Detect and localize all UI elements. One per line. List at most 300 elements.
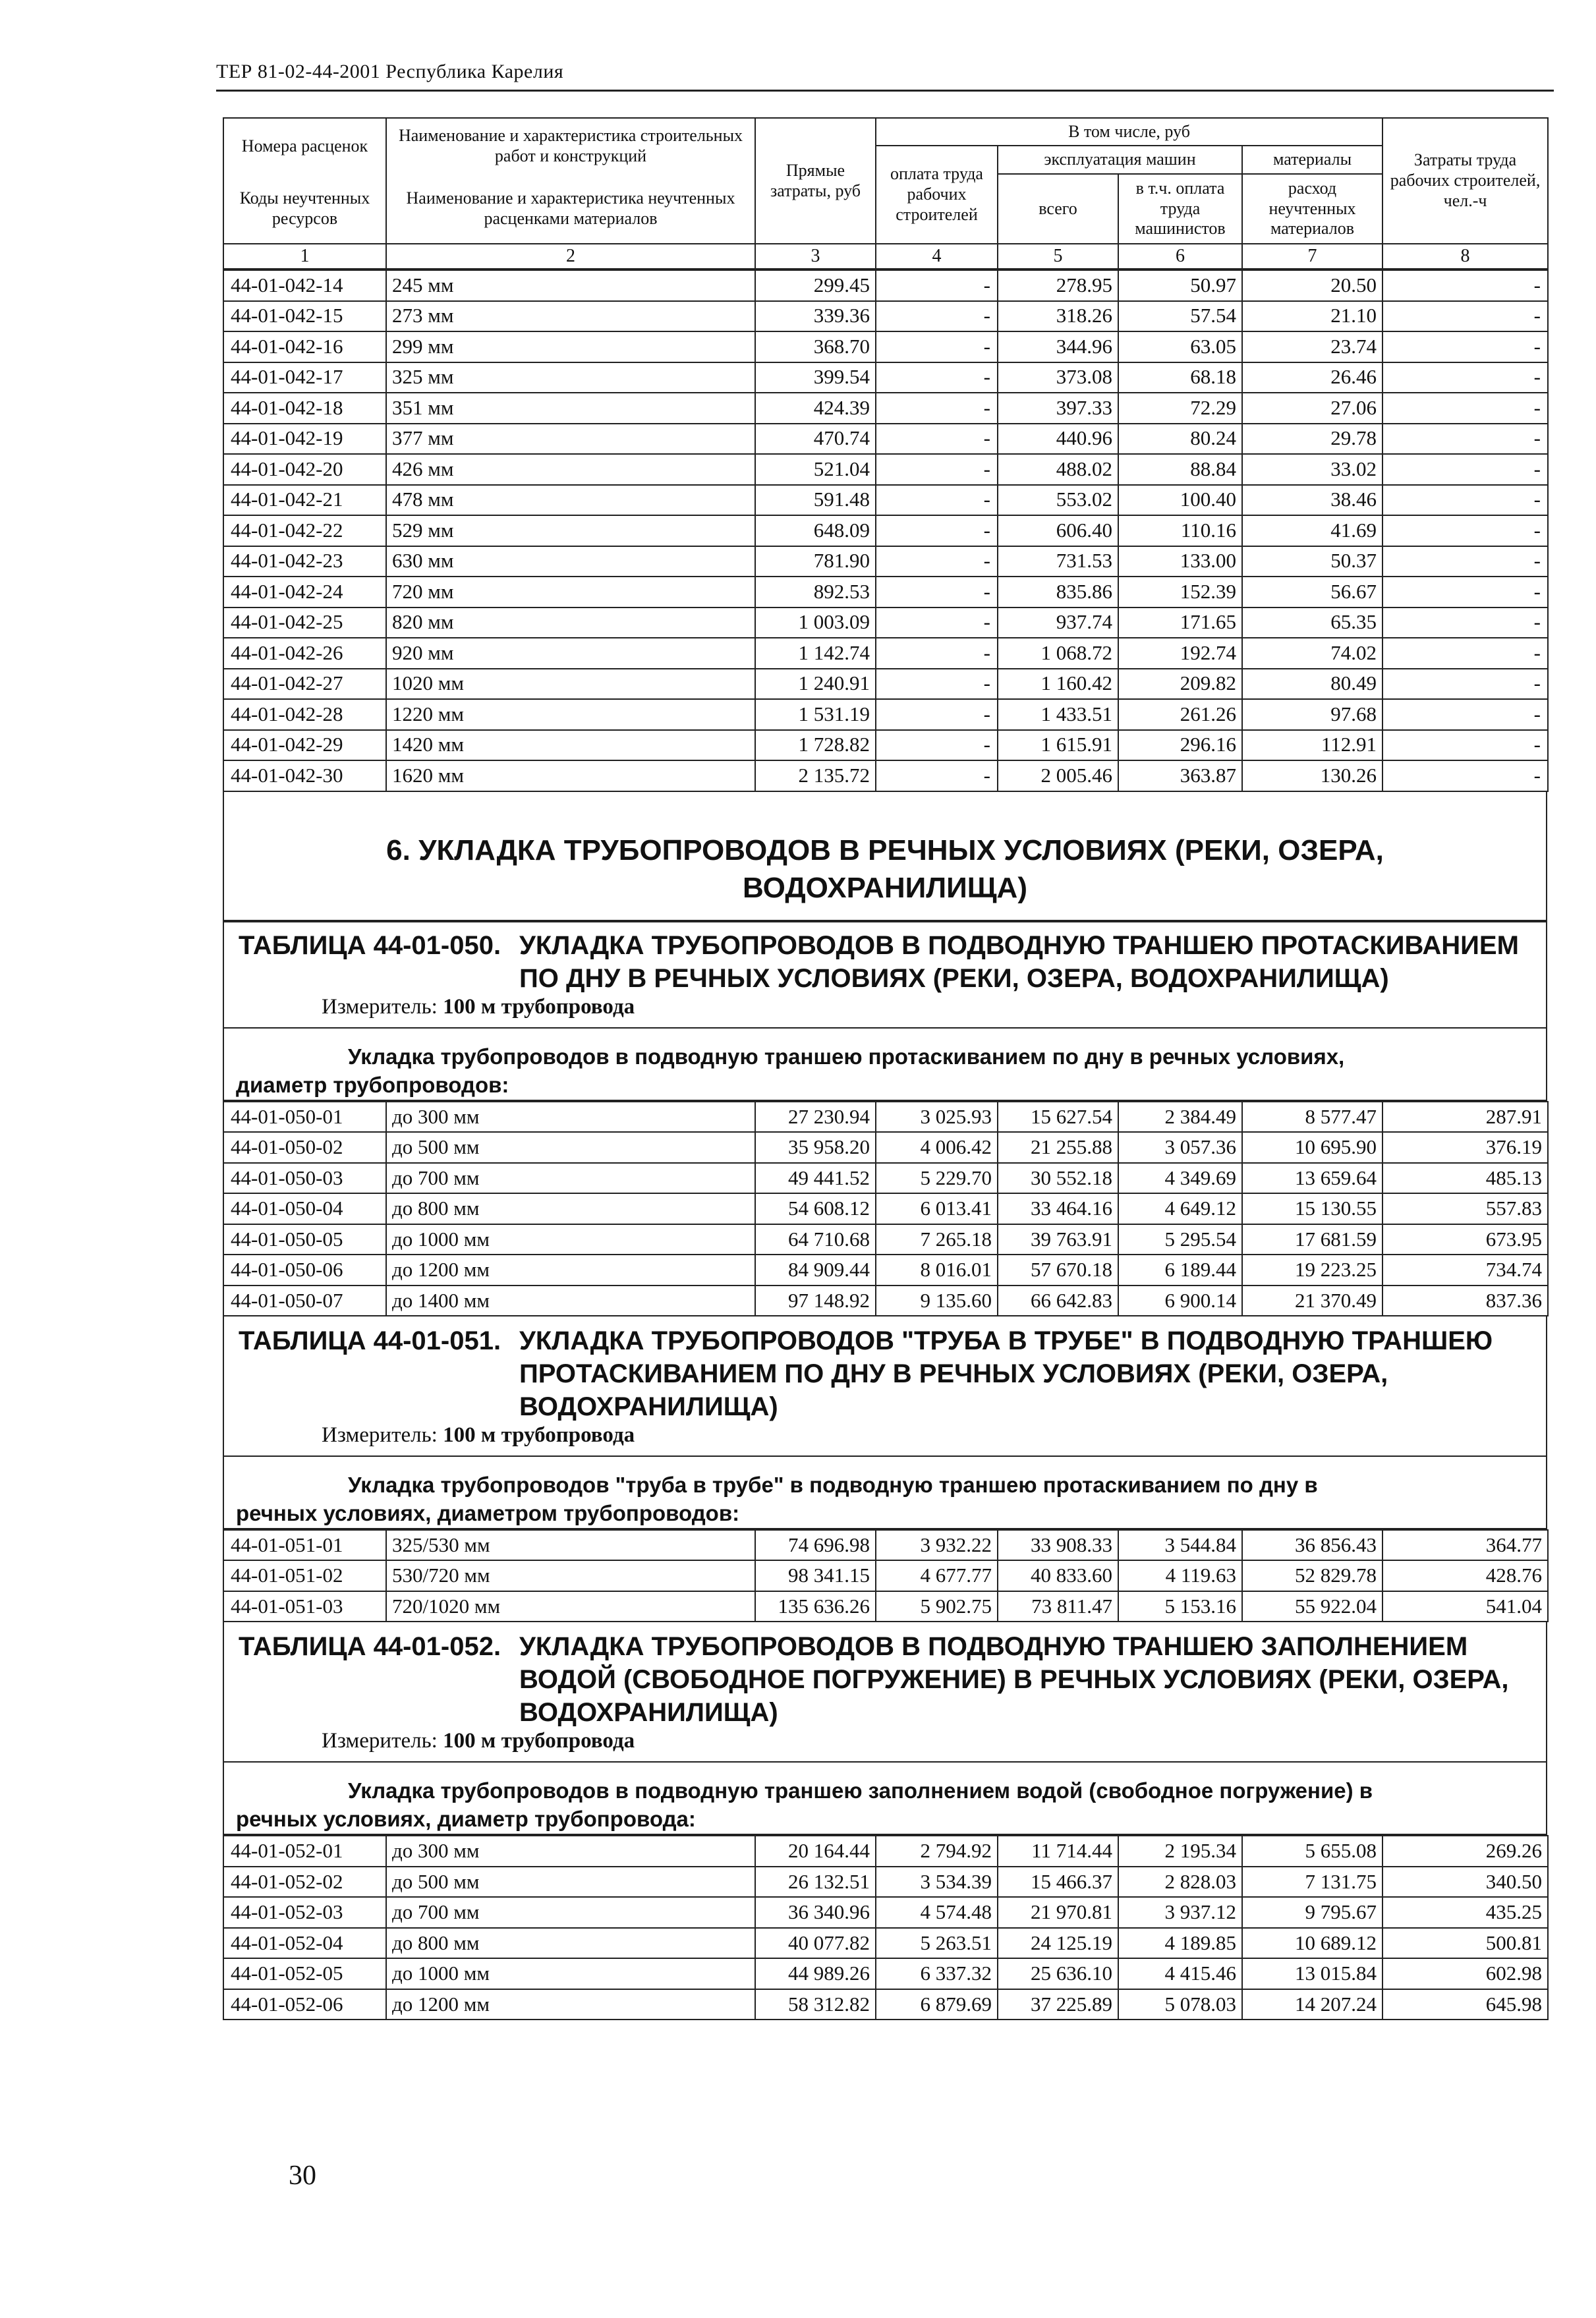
operator-pay: 80.24 bbox=[1118, 424, 1242, 455]
table-row bbox=[223, 1224, 1548, 1255]
work-name: до 800 мм bbox=[386, 1193, 755, 1224]
table-row bbox=[223, 1102, 1548, 1133]
table-row bbox=[223, 577, 1548, 608]
rate-code: 44-01-052-02 bbox=[223, 1867, 386, 1898]
operator-pay: 2 195.34 bbox=[1118, 1836, 1242, 1867]
machine-cost: 1 068.72 bbox=[998, 638, 1118, 669]
work-name: 920 мм bbox=[386, 638, 755, 669]
labor-hours: 428.76 bbox=[1382, 1560, 1548, 1591]
labor-pay: - bbox=[876, 760, 998, 791]
labor-hours: 673.95 bbox=[1382, 1224, 1548, 1255]
col-header-rate-number: Номера расценок bbox=[223, 118, 386, 174]
work-name: до 300 мм bbox=[386, 1102, 755, 1133]
operator-pay: 88.84 bbox=[1118, 454, 1242, 485]
rate-code: 44-01-052-03 bbox=[223, 1897, 386, 1928]
operator-pay: 100.40 bbox=[1118, 485, 1242, 516]
machine-cost: 373.08 bbox=[998, 362, 1118, 393]
table-row bbox=[223, 608, 1548, 638]
table-row bbox=[223, 301, 1548, 332]
direct-cost: 35 958.20 bbox=[755, 1132, 876, 1163]
labor-pay: - bbox=[876, 608, 998, 638]
direct-cost: 781.90 bbox=[755, 546, 876, 577]
labor-hours: - bbox=[1382, 270, 1548, 301]
labor-pay: - bbox=[876, 669, 998, 700]
labor-pay: 4 006.42 bbox=[876, 1132, 998, 1163]
material-cost: 23.74 bbox=[1242, 331, 1382, 362]
table-row bbox=[223, 485, 1548, 516]
operator-pay: 192.74 bbox=[1118, 638, 1242, 669]
labor-hours: - bbox=[1382, 424, 1548, 455]
material-cost: 38.46 bbox=[1242, 485, 1382, 516]
table-row bbox=[223, 424, 1548, 455]
labor-hours: 602.98 bbox=[1382, 1958, 1548, 1989]
direct-cost: 424.39 bbox=[755, 393, 876, 424]
work-name: до 700 мм bbox=[386, 1897, 755, 1928]
rate-code: 44-01-050-07 bbox=[223, 1286, 386, 1316]
column-number-row bbox=[223, 244, 1548, 269]
rate-code: 44-01-051-01 bbox=[223, 1530, 386, 1561]
col-header-machines-total: всего bbox=[998, 174, 1118, 244]
work-name: до 1200 мм bbox=[386, 1255, 755, 1286]
direct-cost: 2 135.72 bbox=[755, 760, 876, 791]
table-row bbox=[223, 1928, 1548, 1959]
work-name: 1020 мм bbox=[386, 669, 755, 700]
table-050-title: УКЛАДКА ТРУБОПРОВОДОВ В ПОДВОДНУЮ ТРАНШЕЮ ПРОТАСКИВАНИЕМ ПО ДНУ В РЕЧНЫХ УСЛОВИЯХ (РЕКИ, ОЗЕРА, ВОДОХРАНИЛИЩА) bbox=[519, 930, 1519, 993]
material-cost: 8 577.47 bbox=[1242, 1102, 1382, 1133]
work-name: 720/1020 мм bbox=[386, 1591, 755, 1622]
rate-code: 44-01-042-26 bbox=[223, 638, 386, 669]
direct-cost: 98 341.15 bbox=[755, 1560, 876, 1591]
col-header-direct-costs: Прямые затраты, руб bbox=[755, 118, 876, 244]
operator-pay: 3 544.84 bbox=[1118, 1530, 1242, 1561]
direct-cost: 64 710.68 bbox=[755, 1224, 876, 1255]
section-block bbox=[223, 792, 1547, 921]
operator-pay: 6 900.14 bbox=[1118, 1286, 1242, 1316]
operator-pay: 50.97 bbox=[1118, 270, 1242, 301]
labor-hours: 485.13 bbox=[1382, 1163, 1548, 1194]
col-header-material-name: Наименование и характеристика неучтенных расценками материалов bbox=[386, 174, 755, 244]
machine-cost: 1 615.91 bbox=[998, 730, 1118, 761]
table-050-heading bbox=[223, 921, 1547, 1101]
work-name: 1220 мм bbox=[386, 699, 755, 730]
operator-pay: 5 295.54 bbox=[1118, 1224, 1242, 1255]
col-header-labor-hours: Затраты труда рабочих строителей, чел.-ч bbox=[1382, 118, 1548, 244]
operator-pay: 363.87 bbox=[1118, 760, 1242, 791]
rate-code: 44-01-042-23 bbox=[223, 546, 386, 577]
table-row bbox=[223, 454, 1548, 485]
rate-code: 44-01-042-27 bbox=[223, 669, 386, 700]
labor-hours: - bbox=[1382, 638, 1548, 669]
col-header-labor-pay: оплата труда рабочих строителей bbox=[876, 146, 998, 244]
table-44-01-051 bbox=[223, 1529, 1549, 1623]
operator-pay: 209.82 bbox=[1118, 669, 1242, 700]
table-row bbox=[223, 1836, 1548, 1867]
column-number: 7 bbox=[1242, 244, 1382, 269]
operator-pay: 133.00 bbox=[1118, 546, 1242, 577]
table-row bbox=[223, 331, 1548, 362]
machine-cost: 937.74 bbox=[998, 608, 1118, 638]
labor-pay: - bbox=[876, 424, 998, 455]
labor-pay: 2 794.92 bbox=[876, 1836, 998, 1867]
table-row bbox=[223, 393, 1548, 424]
table-row bbox=[223, 669, 1548, 700]
operator-pay: 152.39 bbox=[1118, 577, 1242, 608]
operator-pay: 5 078.03 bbox=[1118, 1989, 1242, 2020]
labor-hours: - bbox=[1382, 669, 1548, 700]
labor-hours: - bbox=[1382, 301, 1548, 332]
machine-cost: 344.96 bbox=[998, 331, 1118, 362]
direct-cost: 26 132.51 bbox=[755, 1867, 876, 1898]
table-row bbox=[223, 270, 1548, 301]
material-cost: 56.67 bbox=[1242, 577, 1382, 608]
table-051-description bbox=[224, 1456, 1546, 1528]
direct-cost: 97 148.92 bbox=[755, 1286, 876, 1316]
work-name: 245 мм bbox=[386, 270, 755, 301]
material-cost: 55 922.04 bbox=[1242, 1591, 1382, 1622]
material-cost: 13 659.64 bbox=[1242, 1163, 1382, 1194]
work-name: 351 мм bbox=[386, 393, 755, 424]
work-name: 325/530 мм bbox=[386, 1530, 755, 1561]
work-name: 530/720 мм bbox=[386, 1560, 755, 1591]
table-052-measure bbox=[224, 1729, 1546, 1753]
labor-pay: 7 265.18 bbox=[876, 1224, 998, 1255]
labor-hours: - bbox=[1382, 362, 1548, 393]
rate-code: 44-01-042-17 bbox=[223, 362, 386, 393]
work-name: до 1000 мм bbox=[386, 1224, 755, 1255]
labor-hours: 364.77 bbox=[1382, 1530, 1548, 1561]
machine-cost: 30 552.18 bbox=[998, 1163, 1118, 1194]
table-052-desc-line1: Укладка трубопроводов в подводную траншею заполнением водой (свободное погружение) в bbox=[348, 1778, 1373, 1803]
table-050-description bbox=[224, 1027, 1546, 1100]
rate-code: 44-01-042-16 bbox=[223, 331, 386, 362]
material-cost: 50.37 bbox=[1242, 546, 1382, 577]
labor-pay: - bbox=[876, 393, 998, 424]
direct-cost: 49 441.52 bbox=[755, 1163, 876, 1194]
table-row bbox=[223, 760, 1548, 791]
material-cost: 17 681.59 bbox=[1242, 1224, 1382, 1255]
labor-pay: 3 534.39 bbox=[876, 1867, 998, 1898]
column-number: 2 bbox=[386, 244, 755, 269]
direct-cost: 27 230.94 bbox=[755, 1102, 876, 1133]
machine-cost: 66 642.83 bbox=[998, 1286, 1118, 1316]
labor-hours: - bbox=[1382, 608, 1548, 638]
direct-cost: 339.36 bbox=[755, 301, 876, 332]
col-header-including: В том числе, руб bbox=[876, 118, 1382, 146]
direct-cost: 368.70 bbox=[755, 331, 876, 362]
labor-pay: 9 135.60 bbox=[876, 1286, 998, 1316]
work-name: до 1400 мм bbox=[386, 1286, 755, 1316]
labor-hours: 500.81 bbox=[1382, 1928, 1548, 1959]
table-row bbox=[223, 546, 1548, 577]
direct-cost: 54 608.12 bbox=[755, 1193, 876, 1224]
direct-cost: 892.53 bbox=[755, 577, 876, 608]
labor-hours: 269.26 bbox=[1382, 1836, 1548, 1867]
measure-label: Измеритель: bbox=[322, 1729, 438, 1753]
operator-pay: 4 415.46 bbox=[1118, 1958, 1242, 1989]
table-row bbox=[223, 1286, 1548, 1316]
table-052-title: УКЛАДКА ТРУБОПРОВОДОВ В ПОДВОДНУЮ ТРАНШЕЮ ЗАПОЛНЕНИЕМ ВОДОЙ (СВОБОДНОЕ ПОГРУЖЕНИЕ) В РЕЧНЫХ УСЛОВИЯХ (РЕКИ, ОЗЕРА, ВОДОХРАНИЛИЩА) bbox=[519, 1632, 1509, 1728]
material-cost: 52 829.78 bbox=[1242, 1560, 1382, 1591]
direct-cost: 84 909.44 bbox=[755, 1255, 876, 1286]
work-name: до 500 мм bbox=[386, 1867, 755, 1898]
labor-pay: 4 574.48 bbox=[876, 1897, 998, 1928]
labor-pay: - bbox=[876, 454, 998, 485]
machine-cost: 397.33 bbox=[998, 393, 1118, 424]
work-name: до 1200 мм bbox=[386, 1989, 755, 2020]
direct-cost: 1 240.91 bbox=[755, 669, 876, 700]
operator-pay: 4 119.63 bbox=[1118, 1560, 1242, 1591]
rate-code: 44-01-051-02 bbox=[223, 1560, 386, 1591]
rate-code: 44-01-052-06 bbox=[223, 1989, 386, 2020]
operator-pay: 4 649.12 bbox=[1118, 1193, 1242, 1224]
table-row bbox=[223, 638, 1548, 669]
table-row bbox=[223, 699, 1548, 730]
work-name: 377 мм bbox=[386, 424, 755, 455]
material-cost: 41.69 bbox=[1242, 515, 1382, 546]
direct-cost: 20 164.44 bbox=[755, 1836, 876, 1867]
rate-code: 44-01-042-24 bbox=[223, 577, 386, 608]
table-row bbox=[223, 1989, 1548, 2020]
machine-cost: 21 255.88 bbox=[998, 1132, 1118, 1163]
machine-cost: 1 433.51 bbox=[998, 699, 1118, 730]
measure-value: 100 м трубопровода bbox=[443, 1729, 635, 1753]
operator-pay: 171.65 bbox=[1118, 608, 1242, 638]
operator-pay: 2 384.49 bbox=[1118, 1102, 1242, 1133]
labor-hours: - bbox=[1382, 515, 1548, 546]
rate-code: 44-01-051-03 bbox=[223, 1591, 386, 1622]
work-name: 630 мм bbox=[386, 546, 755, 577]
table-052-label: ТАБЛИЦА 44-01-052. bbox=[239, 1632, 501, 1662]
direct-cost: 591.48 bbox=[755, 485, 876, 516]
direct-cost: 40 077.82 bbox=[755, 1928, 876, 1959]
operator-pay: 68.18 bbox=[1118, 362, 1242, 393]
machine-cost: 1 160.42 bbox=[998, 669, 1118, 700]
rate-code: 44-01-050-05 bbox=[223, 1224, 386, 1255]
table-44-01-050 bbox=[223, 1101, 1549, 1317]
labor-hours: 376.19 bbox=[1382, 1132, 1548, 1163]
table-row bbox=[223, 1530, 1548, 1561]
direct-cost: 36 340.96 bbox=[755, 1897, 876, 1928]
labor-pay: 6 879.69 bbox=[876, 1989, 998, 2020]
material-cost: 29.78 bbox=[1242, 424, 1382, 455]
material-cost: 19 223.25 bbox=[1242, 1255, 1382, 1286]
material-cost: 21 370.49 bbox=[1242, 1286, 1382, 1316]
machine-cost: 553.02 bbox=[998, 485, 1118, 516]
operator-pay: 110.16 bbox=[1118, 515, 1242, 546]
operator-pay: 5 153.16 bbox=[1118, 1591, 1242, 1622]
labor-pay: - bbox=[876, 699, 998, 730]
rate-code: 44-01-042-29 bbox=[223, 730, 386, 761]
operator-pay: 72.29 bbox=[1118, 393, 1242, 424]
machine-cost: 40 833.60 bbox=[998, 1560, 1118, 1591]
operator-pay: 3 057.36 bbox=[1118, 1132, 1242, 1163]
operator-pay: 3 937.12 bbox=[1118, 1897, 1242, 1928]
rate-code: 44-01-050-02 bbox=[223, 1132, 386, 1163]
rate-code: 44-01-042-14 bbox=[223, 270, 386, 301]
machine-cost: 33 908.33 bbox=[998, 1530, 1118, 1561]
work-name: до 700 мм bbox=[386, 1163, 755, 1194]
table-052-description bbox=[224, 1761, 1546, 1834]
rate-code: 44-01-050-04 bbox=[223, 1193, 386, 1224]
machine-cost: 15 466.37 bbox=[998, 1867, 1118, 1898]
table-row bbox=[223, 515, 1548, 546]
direct-cost: 1 003.09 bbox=[755, 608, 876, 638]
labor-hours: 541.04 bbox=[1382, 1591, 1548, 1622]
labor-pay: - bbox=[876, 485, 998, 516]
work-name: 426 мм bbox=[386, 454, 755, 485]
table-050-measure bbox=[224, 995, 1546, 1019]
labor-pay: 5 229.70 bbox=[876, 1163, 998, 1194]
labor-hours: - bbox=[1382, 577, 1548, 608]
labor-hours: - bbox=[1382, 485, 1548, 516]
material-cost: 20.50 bbox=[1242, 270, 1382, 301]
material-cost: 74.02 bbox=[1242, 638, 1382, 669]
labor-pay: 5 263.51 bbox=[876, 1928, 998, 1959]
operator-pay: 4 349.69 bbox=[1118, 1163, 1242, 1194]
labor-hours: - bbox=[1382, 730, 1548, 761]
material-cost: 36 856.43 bbox=[1242, 1530, 1382, 1561]
table-050-desc-line2: диаметр трубопроводов: bbox=[236, 1072, 509, 1097]
labor-pay: 8 016.01 bbox=[876, 1255, 998, 1286]
direct-cost: 1 728.82 bbox=[755, 730, 876, 761]
measure-value: 100 м трубопровода bbox=[443, 1423, 635, 1448]
work-name: 1420 мм bbox=[386, 730, 755, 761]
table-row bbox=[223, 1132, 1548, 1163]
material-cost: 5 655.08 bbox=[1242, 1836, 1382, 1867]
operator-pay: 4 189.85 bbox=[1118, 1928, 1242, 1959]
table-44-01-052 bbox=[223, 1835, 1549, 2020]
table-row bbox=[223, 362, 1548, 393]
column-number: 4 bbox=[876, 244, 998, 269]
measure-label: Измеритель: bbox=[322, 1423, 438, 1448]
machine-cost: 2 005.46 bbox=[998, 760, 1118, 791]
labor-hours: - bbox=[1382, 454, 1548, 485]
col-header-work-name: Наименование и характеристика строительных работ и конструкций bbox=[386, 118, 755, 174]
work-name: 529 мм bbox=[386, 515, 755, 546]
rate-code: 44-01-042-28 bbox=[223, 699, 386, 730]
machine-cost: 731.53 bbox=[998, 546, 1118, 577]
rate-code: 44-01-042-25 bbox=[223, 608, 386, 638]
labor-pay: - bbox=[876, 270, 998, 301]
table-052-heading bbox=[223, 1622, 1547, 1835]
work-name: 720 мм bbox=[386, 577, 755, 608]
material-cost: 9 795.67 bbox=[1242, 1897, 1382, 1928]
material-cost: 33.02 bbox=[1242, 454, 1382, 485]
table-051-heading bbox=[223, 1316, 1547, 1529]
labor-hours: 435.25 bbox=[1382, 1897, 1548, 1928]
labor-pay: 6 013.41 bbox=[876, 1193, 998, 1224]
labor-pay: 3 025.93 bbox=[876, 1102, 998, 1133]
rate-code: 44-01-042-21 bbox=[223, 485, 386, 516]
rate-code: 44-01-042-15 bbox=[223, 301, 386, 332]
column-header-table bbox=[223, 117, 1549, 269]
table-051-desc-line1: Укладка трубопроводов "труба в трубе" в подводную траншею протаскиванием по дну в bbox=[348, 1473, 1318, 1498]
material-cost: 10 695.90 bbox=[1242, 1132, 1382, 1163]
table-row bbox=[223, 1958, 1548, 1989]
rates-document bbox=[223, 117, 1547, 2127]
labor-hours: 340.50 bbox=[1382, 1867, 1548, 1898]
machine-cost: 39 763.91 bbox=[998, 1224, 1118, 1255]
table-44-01-042 bbox=[223, 269, 1549, 792]
col-header-machines: эксплуатация машин bbox=[998, 146, 1242, 174]
material-cost: 10 689.12 bbox=[1242, 1928, 1382, 1959]
material-cost: 65.35 bbox=[1242, 608, 1382, 638]
rate-code: 44-01-050-06 bbox=[223, 1255, 386, 1286]
direct-cost: 299.45 bbox=[755, 270, 876, 301]
measure-value: 100 м трубопровода bbox=[443, 994, 635, 1019]
rate-code: 44-01-042-18 bbox=[223, 393, 386, 424]
rate-code: 44-01-052-04 bbox=[223, 1928, 386, 1959]
work-name: до 300 мм bbox=[386, 1836, 755, 1867]
direct-cost: 648.09 bbox=[755, 515, 876, 546]
labor-hours: - bbox=[1382, 546, 1548, 577]
table-row bbox=[223, 1193, 1548, 1224]
operator-pay: 57.54 bbox=[1118, 301, 1242, 332]
machine-cost: 606.40 bbox=[998, 515, 1118, 546]
material-cost: 14 207.24 bbox=[1242, 1989, 1382, 2020]
table-row bbox=[223, 1591, 1548, 1622]
col-header-material-consumption: расход неучтенных материалов bbox=[1242, 174, 1382, 244]
machine-cost: 318.26 bbox=[998, 301, 1118, 332]
material-cost: 112.91 bbox=[1242, 730, 1382, 761]
table-row bbox=[223, 1255, 1548, 1286]
direct-cost: 58 312.82 bbox=[755, 1989, 876, 2020]
labor-pay: 4 677.77 bbox=[876, 1560, 998, 1591]
table-050-desc-line1: Укладка трубопроводов в подводную траншею протаскиванием по дну в речных условиях, bbox=[348, 1044, 1345, 1069]
table-row bbox=[223, 1163, 1548, 1194]
labor-hours: 287.91 bbox=[1382, 1102, 1548, 1133]
work-name: 478 мм bbox=[386, 485, 755, 516]
column-number: 6 bbox=[1118, 244, 1242, 269]
material-cost: 97.68 bbox=[1242, 699, 1382, 730]
column-number: 3 bbox=[755, 244, 876, 269]
table-052-desc-line2: речных условиях, диаметр трубопровода: bbox=[236, 1807, 696, 1832]
table-051-title: УКЛАДКА ТРУБОПРОВОДОВ "ТРУБА В ТРУБЕ" В ПОДВОДНУЮ ТРАНШЕЮ ПРОТАСКИВАНИЕМ ПО ДНУ В РЕЧНЫХ УСЛОВИЯХ (РЕКИ, ОЗЕРА, ВОДОХРАНИЛИЩА) bbox=[519, 1326, 1493, 1422]
column-number: 5 bbox=[998, 244, 1118, 269]
material-cost: 26.46 bbox=[1242, 362, 1382, 393]
machine-cost: 37 225.89 bbox=[998, 1989, 1118, 2020]
labor-hours: 645.98 bbox=[1382, 1989, 1548, 2020]
rate-code: 44-01-042-30 bbox=[223, 760, 386, 791]
rate-code: 44-01-052-01 bbox=[223, 1836, 386, 1867]
material-cost: 27.06 bbox=[1242, 393, 1382, 424]
direct-cost: 470.74 bbox=[755, 424, 876, 455]
labor-pay: - bbox=[876, 301, 998, 332]
direct-cost: 1 142.74 bbox=[755, 638, 876, 669]
page-number: 30 bbox=[289, 2161, 316, 2191]
machine-cost: 440.96 bbox=[998, 424, 1118, 455]
machine-cost: 488.02 bbox=[998, 454, 1118, 485]
column-number: 8 bbox=[1382, 244, 1548, 269]
measure-label: Измеритель: bbox=[322, 994, 438, 1019]
col-header-materials: материалы bbox=[1242, 146, 1382, 174]
material-cost: 15 130.55 bbox=[1242, 1193, 1382, 1224]
labor-hours: 837.36 bbox=[1382, 1286, 1548, 1316]
labor-pay: - bbox=[876, 362, 998, 393]
rate-code: 44-01-050-03 bbox=[223, 1163, 386, 1194]
table-row bbox=[223, 1560, 1548, 1591]
table-row bbox=[223, 1867, 1548, 1898]
work-name: до 800 мм bbox=[386, 1928, 755, 1959]
material-cost: 80.49 bbox=[1242, 669, 1382, 700]
labor-hours: 734.74 bbox=[1382, 1255, 1548, 1286]
labor-pay: 6 337.32 bbox=[876, 1958, 998, 1989]
direct-cost: 521.04 bbox=[755, 454, 876, 485]
machine-cost: 11 714.44 bbox=[998, 1836, 1118, 1867]
rate-code: 44-01-042-20 bbox=[223, 454, 386, 485]
labor-pay: - bbox=[876, 515, 998, 546]
operator-pay: 63.05 bbox=[1118, 331, 1242, 362]
